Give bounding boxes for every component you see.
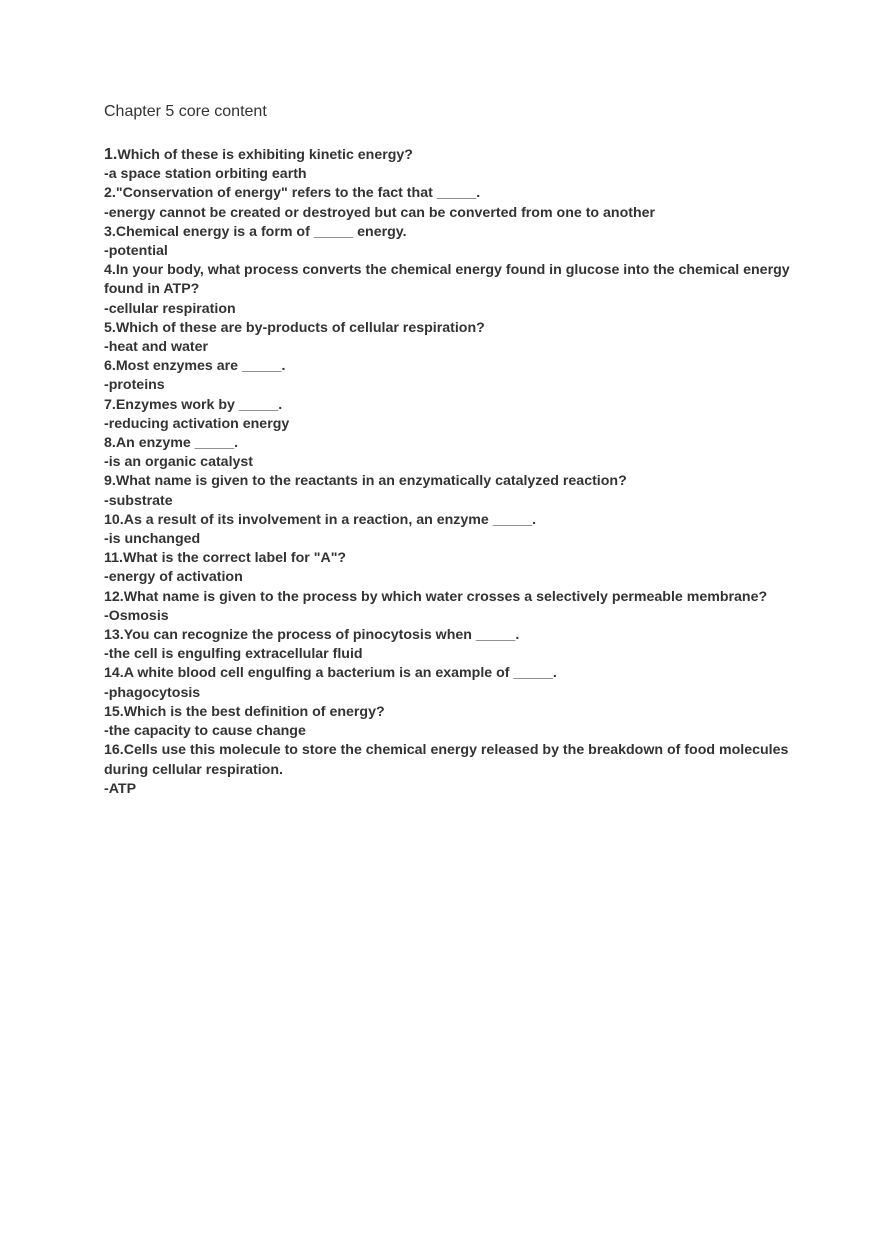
- page-title: Chapter 5 core content: [104, 103, 267, 120]
- answer-12: -Osmosis: [104, 607, 169, 624]
- question-number: 9.: [104, 473, 116, 490]
- answer-3: -potential: [104, 243, 168, 260]
- question-6: [104, 357, 804, 376]
- question-number: 13.: [104, 627, 124, 644]
- question-1: [104, 145, 804, 165]
- question-number: 12.: [104, 588, 124, 605]
- question-8: [104, 434, 804, 453]
- answer-15: -the capacity to cause change: [104, 723, 306, 740]
- question-number: 2.: [104, 185, 116, 202]
- question-text: Chemical energy is a form of _____ energy.: [115, 223, 407, 240]
- question-15: [104, 703, 804, 722]
- answer-14: -phagocytosis: [104, 684, 201, 701]
- question-13: [104, 626, 804, 645]
- question-number: 7.: [104, 396, 116, 413]
- question-number: 6.: [104, 358, 116, 375]
- question-number: 10.: [104, 511, 124, 528]
- question-text: As a result of its involvement in a reaction, an enzyme _____.: [123, 511, 537, 528]
- answer-13: -the cell is engulfing extracellular fluid: [104, 646, 363, 663]
- question-number: 14.: [104, 665, 124, 682]
- question-7: [104, 396, 804, 415]
- question-text: What name is given to the reactants in an enzymatically catalyzed reaction?: [115, 473, 627, 490]
- answer-2: -energy cannot be created or destroyed but can be converted from one to another: [104, 204, 656, 221]
- answer-6: -proteins: [104, 377, 165, 394]
- question-text: A white blood cell engulfing a bacterium is an example of _____.: [123, 665, 557, 682]
- answer-11: -energy of activation: [104, 569, 243, 586]
- question-11: [104, 549, 804, 568]
- question-5: [104, 319, 804, 338]
- question-text: Most enzymes are _____.: [115, 358, 286, 375]
- question-9: [104, 472, 804, 491]
- question-number: 8.: [104, 435, 116, 452]
- answer-1: -a space station orbiting earth: [104, 166, 307, 183]
- qa-list: [104, 145, 804, 799]
- question-number: 4.: [104, 262, 116, 279]
- answer-7: -reducing activation energy: [104, 415, 290, 432]
- question-text: Which is the best definition of energy?: [123, 703, 385, 720]
- question-number: 1.: [104, 146, 118, 163]
- question-text: Which of these are by-products of cellular respiration?: [115, 319, 485, 336]
- question-text: Cells use this molecule to store the chemical energy released by the breakdown of food molecules during cellular respiration.: [104, 742, 789, 778]
- question-2: [104, 184, 804, 203]
- answer-16: -ATP: [104, 780, 137, 797]
- question-3: [104, 223, 804, 242]
- answer-8: -is an organic catalyst: [104, 454, 254, 471]
- question-text: Which of these is exhibiting kinetic energy?: [117, 147, 413, 163]
- question-10: [104, 511, 804, 530]
- question-text: What name is given to the process by which water crosses a selectively permeable membrane?: [123, 588, 768, 605]
- question-text: What is the correct label for "A"?: [122, 550, 347, 567]
- question-16: [104, 741, 804, 779]
- answer-10: -is unchanged: [104, 531, 201, 548]
- question-text: Enzymes work by _____.: [115, 396, 283, 413]
- question-text: You can recognize the process of pinocytosis when _____.: [123, 627, 520, 644]
- question-text: "Conservation of energy" refers to the fact that _____.: [115, 185, 481, 202]
- answer-4: -cellular respiration: [104, 300, 236, 317]
- question-number: 11.: [104, 550, 123, 567]
- question-14: [104, 664, 804, 683]
- question-number: 16.: [104, 742, 124, 759]
- question-text: An enzyme _____.: [115, 435, 239, 452]
- question-number: 5.: [104, 319, 116, 336]
- answer-5: -heat and water: [104, 339, 209, 356]
- question-number: 3.: [104, 223, 116, 240]
- answer-9: -substrate: [104, 492, 173, 509]
- question-4: [104, 261, 804, 299]
- question-text: In your body, what process converts the chemical energy found in glucose into the chemical energy found in ATP?: [104, 262, 790, 298]
- question-number: 15.: [104, 703, 124, 720]
- question-12: [104, 588, 804, 607]
